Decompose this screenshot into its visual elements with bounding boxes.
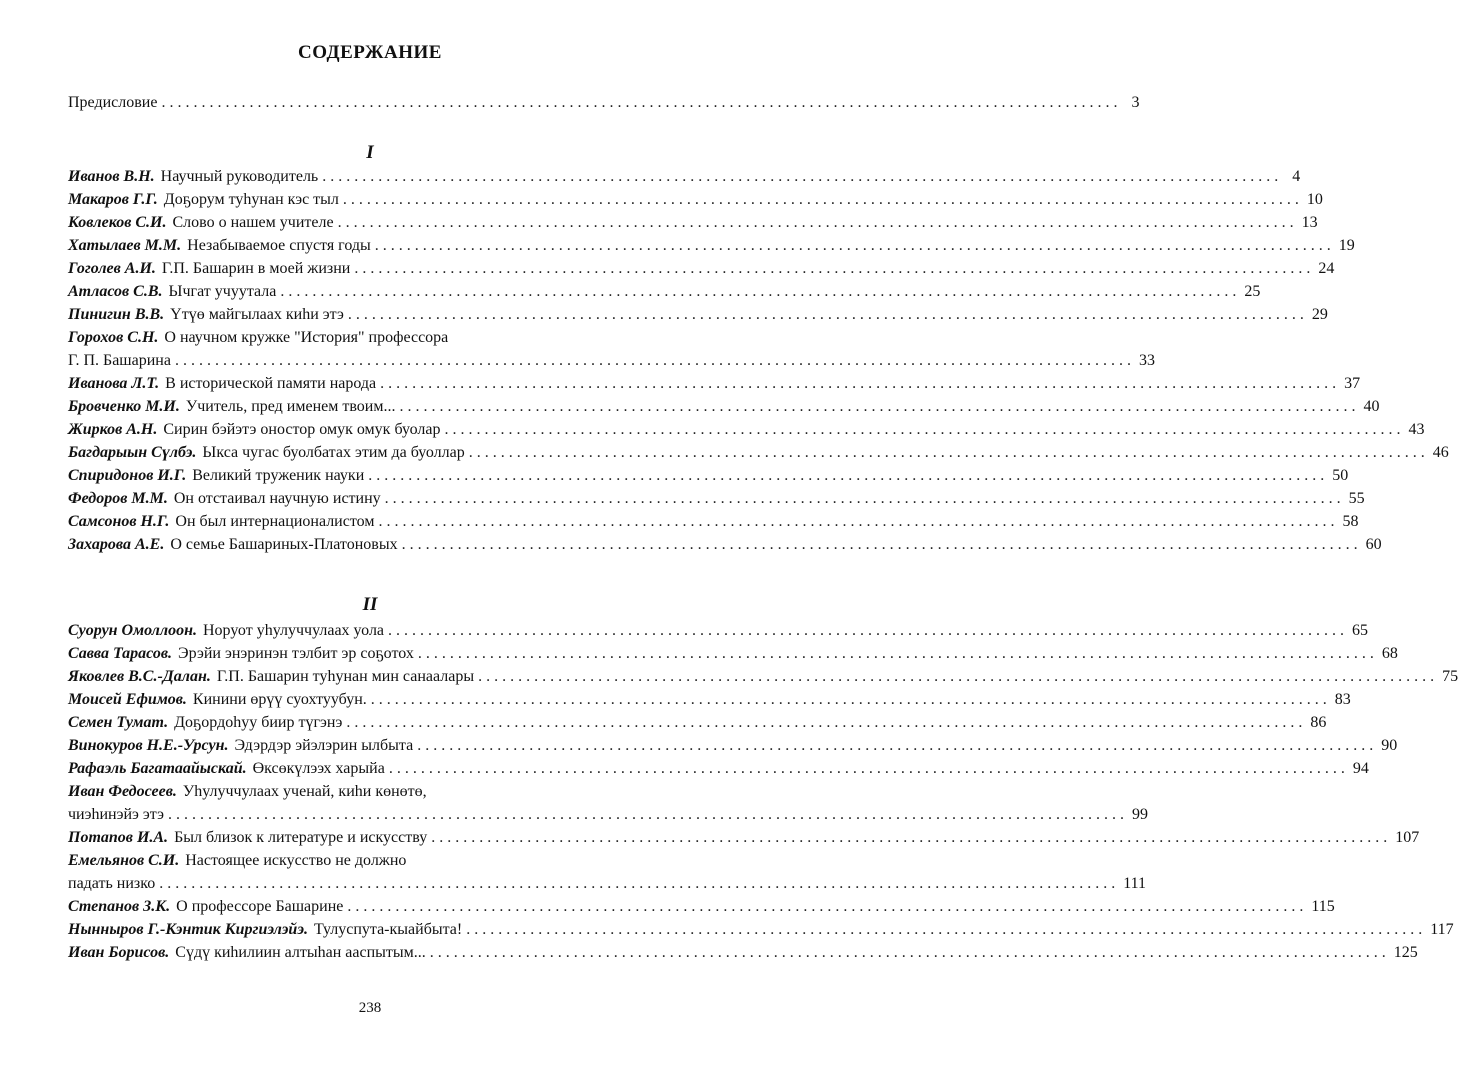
entry-page-number: 125 (1393, 944, 1418, 961)
entry-title: Кинини өрүү суохтуубун. (192, 691, 367, 708)
entry-title: Слово о нашем учителе (172, 214, 334, 231)
entry-title-continued: чиэһинэйэ этэ (68, 806, 165, 823)
toc-entry (68, 258, 1335, 281)
dot-leader: ........................................................................................................................ (347, 898, 1308, 915)
toc-entry (68, 166, 1301, 189)
toc-entry (68, 666, 1458, 689)
toc-line (68, 166, 1301, 189)
entry-page-number: 50 (1332, 467, 1349, 484)
dot-leader: ........................................................................................................................ (478, 668, 1439, 685)
toc-line (68, 419, 1425, 442)
dot-leader: ........................................................................................................................ (368, 467, 1329, 484)
entry-title: Великий труженик науки (192, 467, 365, 484)
toc-entry (68, 919, 1454, 942)
entry-page-number: 65 (1352, 622, 1369, 639)
entry-title-continued: падать низко (68, 875, 156, 892)
toc-entry (68, 827, 1420, 850)
toc-line (68, 488, 1365, 511)
entry-author: Атласов С.В. (68, 283, 163, 300)
entry-title: Доҕордоһуу биир түгэнэ (174, 714, 343, 731)
toc-line (68, 304, 1328, 327)
entry-title: Научный руководитель (160, 168, 319, 185)
dot-leader: ........................................................................................................................ (159, 875, 1120, 892)
entry-page-number: 46 (1432, 444, 1449, 461)
entry-page-number: 115 (1311, 898, 1335, 915)
toc-line (68, 281, 1261, 304)
dot-leader: ........................................................................................................................ (374, 237, 1335, 254)
toc-line (68, 942, 1418, 965)
entry-title: О научном кружке "История" профессора (164, 329, 449, 346)
entry-page-number: 25 (1244, 283, 1261, 300)
toc-line-continued (68, 804, 1149, 827)
dot-leader: ........................................................................................................................ (346, 714, 1307, 731)
entry-author: Захарова А.Е. (68, 536, 165, 553)
entry-page-number: 37 (1344, 375, 1361, 392)
dot-leader: ........................................................................................................................ (429, 944, 1390, 961)
toc-entry (68, 304, 1328, 327)
entry-page-number: 3 (1131, 94, 1140, 111)
entry-page-number: 24 (1318, 260, 1335, 277)
toc-line (68, 189, 1323, 212)
entry-title: Незабываемое спустя годы (187, 237, 371, 254)
entry-author: Семен Тумат. (68, 714, 169, 731)
toc-line (68, 850, 698, 873)
entry-title: Ыкса чугас буолбатах этим да буоллар (202, 444, 465, 461)
toc-line (68, 327, 698, 350)
entry-title: Үтүө майгылаах киһи этэ (170, 306, 344, 323)
dot-leader: ........................................................................................................................ (388, 760, 1349, 777)
toc-line (68, 212, 1318, 235)
entry-title: Сүдү киһилиин алтыһан ааспытым... (175, 944, 426, 961)
entry-page-number: 40 (1363, 398, 1380, 415)
entry-author: Федоров М.М. (68, 490, 168, 507)
dot-leader: ........................................................................................................................ (161, 94, 1122, 111)
toc-entry (68, 281, 1261, 304)
entry-author: Яковлев В.С.-Далан. (68, 668, 211, 685)
toc-line (68, 712, 1327, 735)
toc-line (68, 735, 1398, 758)
entry-author: Иванов В.Н. (68, 168, 155, 185)
entry-page-number: 43 (1408, 421, 1425, 438)
section-heading-1: I (366, 142, 374, 163)
toc-line (68, 896, 1335, 919)
entry-author: Нынныров Г.-Кэнтик Киргиэлэйэ. (68, 921, 308, 938)
entry-author: Потапов И.А. (68, 829, 169, 846)
entry-title: Сирин бэйэтэ оностор омук омук буолар (163, 421, 441, 438)
entry-author: Ковлеков С.И. (68, 214, 167, 231)
dot-leader: ........................................................................................................................ (417, 645, 1378, 662)
toc-entry (68, 419, 1425, 442)
toc-line (68, 758, 1369, 781)
entry-title: Он отстаивал научную истину (173, 490, 381, 507)
entry-author: Багдарыын Сүлбэ. (68, 444, 197, 461)
entry-page-number: 111 (1123, 875, 1146, 892)
entry-page-number: 33 (1138, 352, 1155, 369)
entry-title: Ычгат учуутала (168, 283, 277, 300)
section-2-entries (68, 620, 1458, 965)
toc-entry-preface (68, 92, 1140, 115)
entry-title: Был близок к литературе и искусству (174, 829, 428, 846)
toc-entry (68, 712, 1327, 735)
page-number-footer: 238 (358, 1000, 382, 1016)
toc-entry (68, 396, 1380, 419)
dot-leader: ........................................................................................................................ (388, 622, 1349, 639)
entry-page-number: 86 (1310, 714, 1327, 731)
entry-title: В исторической памяти народа (165, 375, 377, 392)
toc-line (68, 643, 1398, 666)
entry-title-continued: Г. П. Башарина (68, 352, 171, 369)
entry-title: Эрэйи энэринэн тэлбит эр соҕотох (178, 645, 414, 662)
toc-entry (68, 488, 1365, 511)
toc-line (68, 919, 1454, 942)
entry-title: Эдэрдэр эйэлэрин ылбыта (234, 737, 414, 754)
toc-line (68, 781, 698, 804)
toc-entry (68, 781, 1149, 827)
entry-page-number: 117 (1430, 921, 1454, 938)
toc-entry (68, 189, 1323, 212)
entry-author: Пинигин В.В. (68, 306, 165, 323)
entry-author: Хатылаев М.М. (68, 237, 182, 254)
entry-title: Г.П. Башарин туһунан мин санаалары (216, 668, 475, 685)
toc-entry (68, 465, 1349, 488)
dot-leader: ........................................................................................................................ (378, 513, 1339, 530)
entry-title: Уһулуччулаах ученай, киһи көнөтө, (182, 783, 427, 800)
toc-entry (68, 373, 1361, 396)
entry-page-number: 75 (1442, 668, 1458, 685)
dot-leader: ........................................................................................................................ (347, 306, 1308, 323)
toc-line (68, 258, 1335, 281)
toc-entry (68, 235, 1355, 258)
entry-page-number: 10 (1306, 191, 1323, 208)
toc-line (68, 689, 1351, 712)
entry-author: Рафаэль Багатаайыскай. (68, 760, 247, 777)
toc-line (68, 620, 1369, 643)
toc-line (68, 373, 1361, 396)
entry-author: Горохов С.Н. (68, 329, 159, 346)
toc-entry (68, 896, 1335, 919)
dot-leader: ........................................................................................................................ (322, 168, 1283, 185)
dot-leader: ........................................................................................................................ (280, 283, 1241, 300)
toc-line (68, 442, 1449, 465)
toc-entry (68, 511, 1359, 534)
entry-page-number: 60 (1365, 536, 1382, 553)
dot-leader: ........................................................................................................................ (337, 214, 1298, 231)
entry-page-number: 55 (1348, 490, 1365, 507)
dot-leader: ........................................................................................................................ (401, 536, 1362, 553)
entry-author: Моисей Ефимов. (68, 691, 187, 708)
dot-leader: ........................................................................................................................ (380, 375, 1341, 392)
entry-title: Доҕорум туһунан кэс тыл (163, 191, 339, 208)
dot-leader: ........................................................................................................................ (399, 398, 1360, 415)
toc-line (68, 92, 1140, 115)
entry-author: Макаров Г.Г. (68, 191, 158, 208)
toc-entry (68, 442, 1449, 465)
entry-page-number: 99 (1132, 806, 1149, 823)
entry-title: Тулуспута-кыайбыта! (313, 921, 463, 938)
entry-author: Самсонов Н.Г. (68, 513, 170, 530)
entry-title: Он был интернационалистом (175, 513, 375, 530)
entry-page-number: 107 (1395, 829, 1420, 846)
section-1-entries (68, 166, 1449, 557)
toc-entry (68, 735, 1398, 758)
entry-author: Иван Федосеев. (68, 783, 177, 800)
dot-leader: ........................................................................................................................ (468, 444, 1429, 461)
entry-author: Емельянов С.И. (68, 852, 180, 869)
toc-line (68, 666, 1458, 689)
toc-entry (68, 643, 1398, 666)
dot-leader: ........................................................................................................................ (431, 829, 1392, 846)
entry-title: Настоящее искусство не должно (185, 852, 407, 869)
entry-author: Жирков А.Н. (68, 421, 158, 438)
entry-page-number: 68 (1381, 645, 1398, 662)
toc-entry (68, 758, 1369, 781)
entry-author: Суорун Омоллоон. (68, 622, 197, 639)
entry-author: Винокуров Н.Е.-Урсун. (68, 737, 229, 754)
toc-entry (68, 689, 1351, 712)
entry-title: О профессоре Башарине (176, 898, 344, 915)
dot-leader: ........................................................................................................................ (384, 490, 1345, 507)
entry-title: Норуот уһулуччулаах уола (202, 622, 385, 639)
dot-leader: ........................................................................................................................ (417, 737, 1378, 754)
entry-title: Предисловие (68, 94, 158, 111)
section-heading-2: II (362, 594, 378, 615)
toc-entry (68, 942, 1418, 965)
entry-page-number: 58 (1342, 513, 1359, 530)
toc-line (68, 465, 1349, 488)
entry-author: Степанов З.К. (68, 898, 171, 915)
entry-title: Өксөкүлээх харыйа (252, 760, 385, 777)
entry-author: Спиридонов И.Г. (68, 467, 187, 484)
toc-entry (68, 534, 1382, 557)
dot-leader: ........................................................................................................................ (370, 691, 1331, 708)
toc-entry (68, 850, 1146, 896)
preface-entry-block (68, 92, 1140, 115)
toc-line (68, 534, 1382, 557)
entry-author: Савва Тарасов. (68, 645, 173, 662)
entry-author: Гоголев А.И. (68, 260, 156, 277)
toc-entry (68, 212, 1318, 235)
dot-leader: ........................................................................................................................ (168, 806, 1129, 823)
entry-author: Иван Борисов. (68, 944, 170, 961)
entry-author: Иванова Л.Т. (68, 375, 160, 392)
entry-page-number: 83 (1334, 691, 1351, 708)
entry-page-number: 13 (1301, 214, 1318, 231)
dot-leader: ........................................................................................................................ (354, 260, 1315, 277)
toc-entry (68, 620, 1369, 643)
dot-leader: ........................................................................................................................ (342, 191, 1303, 208)
entry-author: Бровченко М.И. (68, 398, 180, 415)
entry-page-number: 90 (1381, 737, 1398, 754)
entry-title: О семье Башариных-Платоновых (170, 536, 398, 553)
toc-line (68, 235, 1355, 258)
page-title: СОДЕРЖАНИЕ (298, 42, 442, 63)
entry-title: Г.П. Башарин в моей жизни (161, 260, 351, 277)
toc-line-continued (68, 873, 1146, 896)
toc-line (68, 511, 1359, 534)
entry-page-number: 19 (1338, 237, 1355, 254)
entry-page-number: 94 (1352, 760, 1369, 777)
dot-leader: ........................................................................................................................ (174, 352, 1135, 369)
dot-leader: ........................................................................................................................ (466, 921, 1427, 938)
toc-entry (68, 327, 1155, 373)
entry-page-number: 4 (1292, 168, 1301, 185)
toc-line (68, 396, 1380, 419)
toc-line-continued (68, 350, 1155, 373)
toc-line (68, 827, 1420, 850)
dot-leader: ........................................................................................................................ (444, 421, 1405, 438)
entry-page-number: 29 (1311, 306, 1328, 323)
entry-title: Учитель, пред именем твоим... (185, 398, 396, 415)
